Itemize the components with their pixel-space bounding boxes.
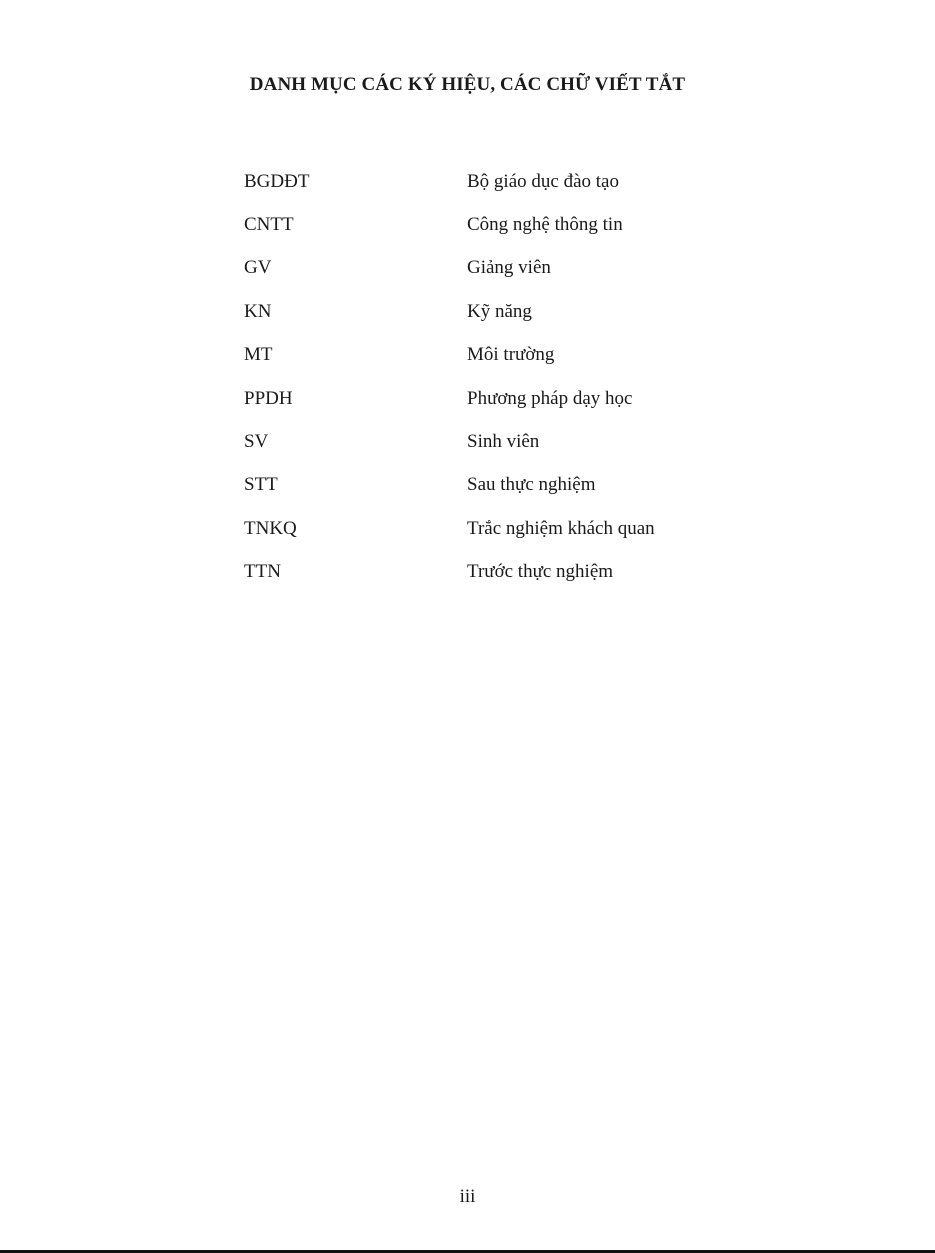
- abbreviation-meaning: Bộ giáo dục đào tạo: [467, 170, 619, 192]
- abbreviation-meaning: Kỹ năng: [467, 300, 532, 322]
- abbreviation-meaning: Phương pháp dạy học: [467, 387, 633, 409]
- abbreviation-row: [244, 334, 724, 377]
- abbreviation-term: MT: [244, 344, 273, 366]
- abbreviation-row: [244, 507, 724, 550]
- abbreviation-row: [244, 420, 724, 463]
- page-title: DANH MỤC CÁC KÝ HIỆU, CÁC CHỮ VIẾT TẮT: [249, 74, 686, 95]
- abbreviation-meaning: Trắc nghiệm khách quan: [467, 517, 655, 539]
- abbreviation-row: [244, 160, 724, 203]
- abbreviation-list: [244, 160, 724, 594]
- abbreviation-term: BGDĐT: [244, 170, 310, 192]
- abbreviation-meaning: Giảng viên: [467, 257, 551, 279]
- abbreviation-row: [244, 377, 724, 420]
- abbreviation-row: [244, 247, 724, 290]
- abbreviation-term: CNTT: [244, 214, 294, 236]
- abbreviation-meaning: Môi trường: [467, 344, 555, 366]
- abbreviation-term: KN: [244, 300, 272, 322]
- abbreviation-term: PPDH: [244, 387, 293, 409]
- abbreviation-term: TTN: [244, 561, 281, 583]
- abbreviation-meaning: Công nghệ thông tin: [467, 214, 623, 236]
- abbreviation-meaning: Sinh viên: [467, 431, 540, 453]
- page-number: iii: [459, 1186, 476, 1207]
- abbreviation-row: [244, 290, 724, 333]
- abbreviation-term: SV: [244, 431, 269, 453]
- abbreviation-meaning: Trước thực nghiệm: [467, 561, 614, 583]
- abbreviation-row: [244, 551, 724, 594]
- abbreviation-term: STT: [244, 474, 278, 496]
- abbreviation-meaning: Sau thực nghiệm: [467, 474, 596, 496]
- abbreviation-term: TNKQ: [244, 517, 297, 539]
- abbreviation-row: [244, 203, 724, 246]
- abbreviation-row: [244, 464, 724, 507]
- abbreviation-term: GV: [244, 257, 272, 279]
